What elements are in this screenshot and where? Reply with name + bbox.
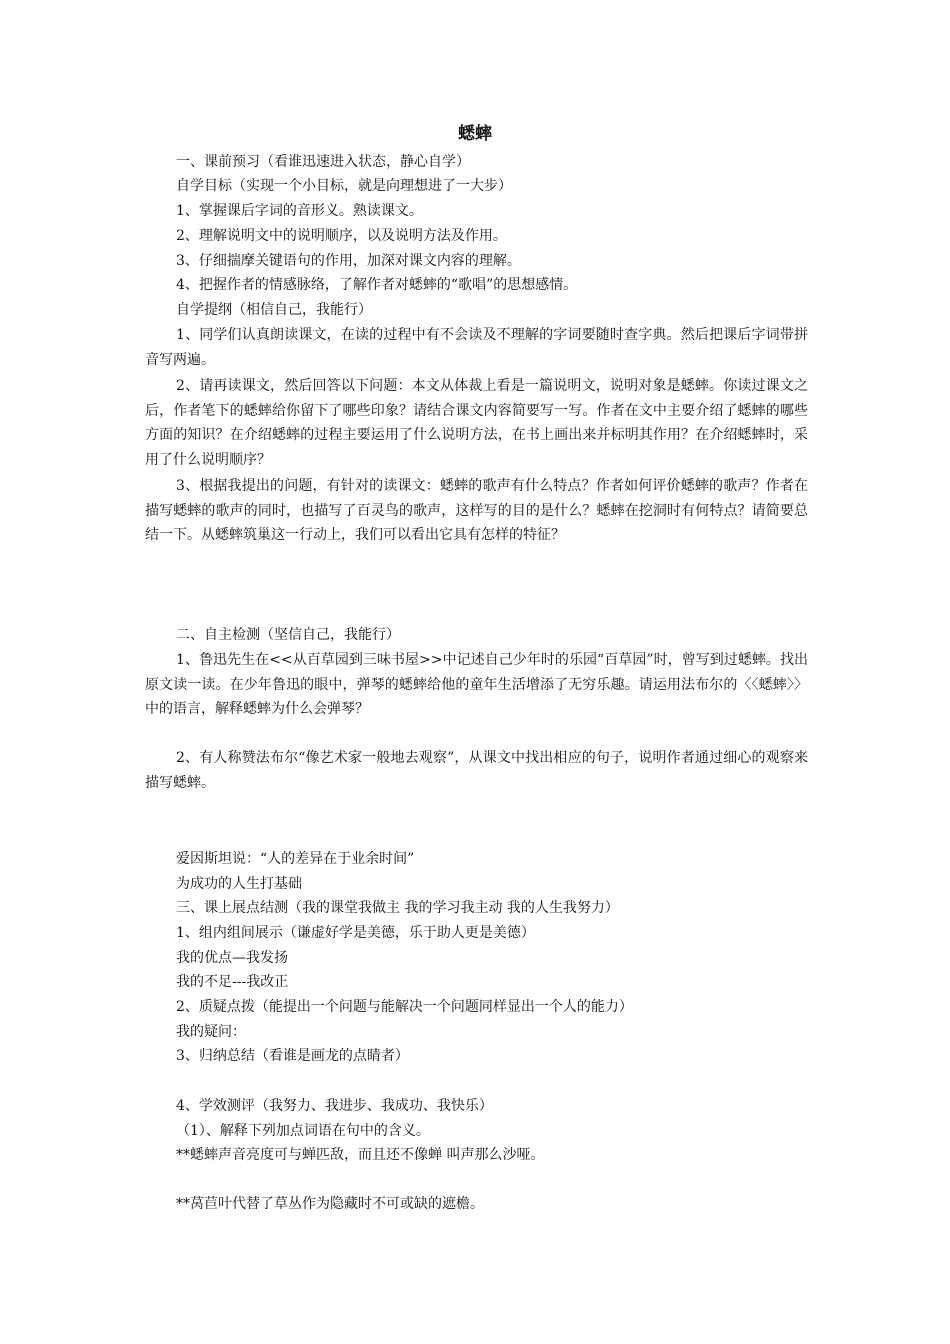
question-heading: 2、质疑点拨（能提出一个问题与能解决一个问题同样显出一个人的能力）	[176, 999, 633, 1015]
exercise-sentence: **莴苣叶代替了草丛作为隐藏时不可或缺的遮檐。	[176, 1196, 484, 1212]
goal-item: 2、理解说明文中的说明顺序，以及说明方法及作用。	[176, 228, 507, 244]
section-self-test-heading: 二、自主检测（坚信自己，我能行）	[176, 627, 400, 643]
outline-heading: 自学提纲（相信自己，我能行）	[176, 302, 372, 318]
outline-item: 2、请再读课文，然后回答以下问题：本文从体裁上看是一篇说明文，说明对象是蟋蟀。你读过课文之后，作者笔下的蟋蟀给你留下了哪些印象？请结合课文内容简要写一写。作者在文中主要介绍了蟋蟀的哪些方面的知识？在介绍蟋蟀的过程主要运用了什么说明方法，在书上画出来并标明其作用？在介绍蟋蟀时，采用了什么说明顺序？	[145, 378, 808, 468]
goals-heading: 自学目标（实现一个小目标，就是向理想进了一大步）	[176, 178, 512, 194]
self-test-item: 2、有人称赞法布尔“像艺术家一般地去观察”，从课文中找出相应的句子，说明作者通过细心的观察来描写蟋蟀。	[145, 750, 808, 791]
goal-item: 4、把握作者的情感脉络，了解作者对蟋蟀的“歌唱”的思想感情。	[176, 277, 578, 293]
exercise-sentence: **蟋蟀声音亮度可与蝉匹敌，而且还不像蝉 叫声那么沙哑。	[176, 1147, 545, 1163]
quote-text: 爱因斯坦说：“人的差异在于业余时间”	[176, 851, 415, 867]
group-show-item: 1、组内组间展示（谦虚好学是美德，乐于助人更是美德）	[176, 925, 535, 941]
exercise-question: （1）、解释下列加点词语在句中的含义。	[176, 1123, 430, 1139]
weakness-line: 我的不足---我改正	[176, 974, 289, 990]
goal-item: 3、仔细揣摩关键语句的作用，加深对课文内容的理解。	[176, 253, 521, 269]
strength-line: 我的优点—我发扬	[176, 950, 288, 966]
outline-item: 1、同学们认真朗读课文，在读的过程中有不会读及不理解的字词要随时查字典。然后把课后字词带拼音写两遍。	[145, 327, 808, 368]
section-preview-heading: 一、课前预习（看谁迅速进入状态，静心自学）	[176, 154, 470, 170]
evaluation-heading: 4、学效测评（我努力、我进步、我成功、我快乐）	[176, 1098, 493, 1114]
document-title: 蟋蟀	[458, 124, 492, 144]
goal-item: 1、掌握课后字词的音形义。熟读课文。	[176, 203, 423, 219]
my-question-line: 我的疑问：	[176, 1024, 246, 1040]
outline-item: 3、根据我提出的问题，有针对的读课文：蟋蟀的歌声有什么特点？作者如何评价蟋蟀的歌声？作者在描写蟋蟀的歌声的同时，也描写了百灵鸟的歌声，这样写的目的是什么？蟋蟀在挖洞时有何特点？请简要总结一下。从蟋蟀筑巢这一行动上，我们可以看出它具有怎样的特征？	[145, 478, 808, 543]
section-class-heading: 三、课上展点结测（我的课堂我做主 我的学习我主动 我的人生我努力）	[176, 900, 619, 916]
self-test-item: 1、鲁迅先生在<<从百草园到三味书屋>>中记述自己少年时的乐园“百草园”时，曾写到过蟋蟀。找出原文读一读。在少年鲁迅的眼中，弹琴的蟋蟀给他的童年生活增添了无穷乐趣。请运用法布尔的〈〈蟋蟀〉〉中的语言，解释蟋蟀为什么会弹琴？	[145, 652, 808, 717]
quote-subtitle: 为成功的人生打基础	[176, 876, 302, 892]
summary-item: 3、归纳总结（看谁是画龙的点睛者）	[176, 1048, 409, 1064]
